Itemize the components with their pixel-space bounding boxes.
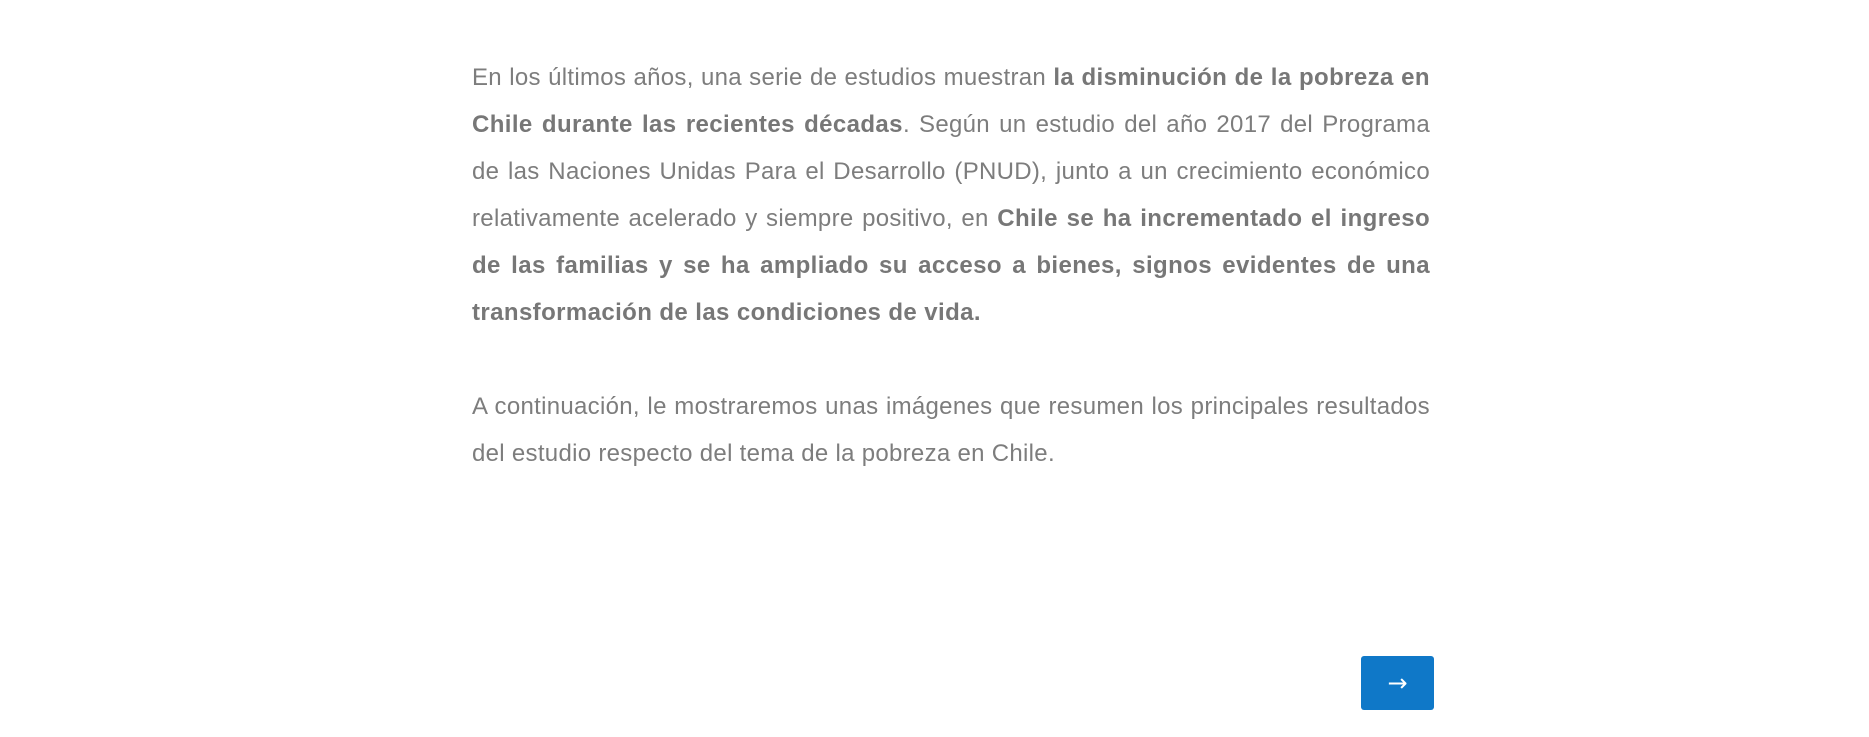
continuation-paragraph: A continuación, le mostraremos unas imágenes que resumen los principales resultados del estudio respecto del tema de la pobreza en Chile. (472, 393, 1430, 467)
intro-paragraph (472, 54, 1430, 336)
article-body (472, 54, 1430, 477)
intro-highlight-2: Chile se ha incrementado el ingreso de las familias y se ha ampliado su acceso a bienes, signos evidentes de una transformación de las condiciones de vida. (472, 205, 1431, 326)
intro-text-2: . Según un estudio del año 2017 del Programa de las Naciones Unidas Para el Desarrollo (PNUD), junto a un crecimiento económico relativamente acelerado y siempre positivo, en (472, 111, 1430, 232)
next-button[interactable] (1361, 656, 1434, 710)
intro-highlight-1: la disminución de la pobreza en Chile durante las recientes décadas (472, 64, 1430, 138)
arrow-right-icon: → (1387, 669, 1408, 697)
intro-text-1: En los últimos años, una serie de estudios muestran (472, 64, 1054, 91)
